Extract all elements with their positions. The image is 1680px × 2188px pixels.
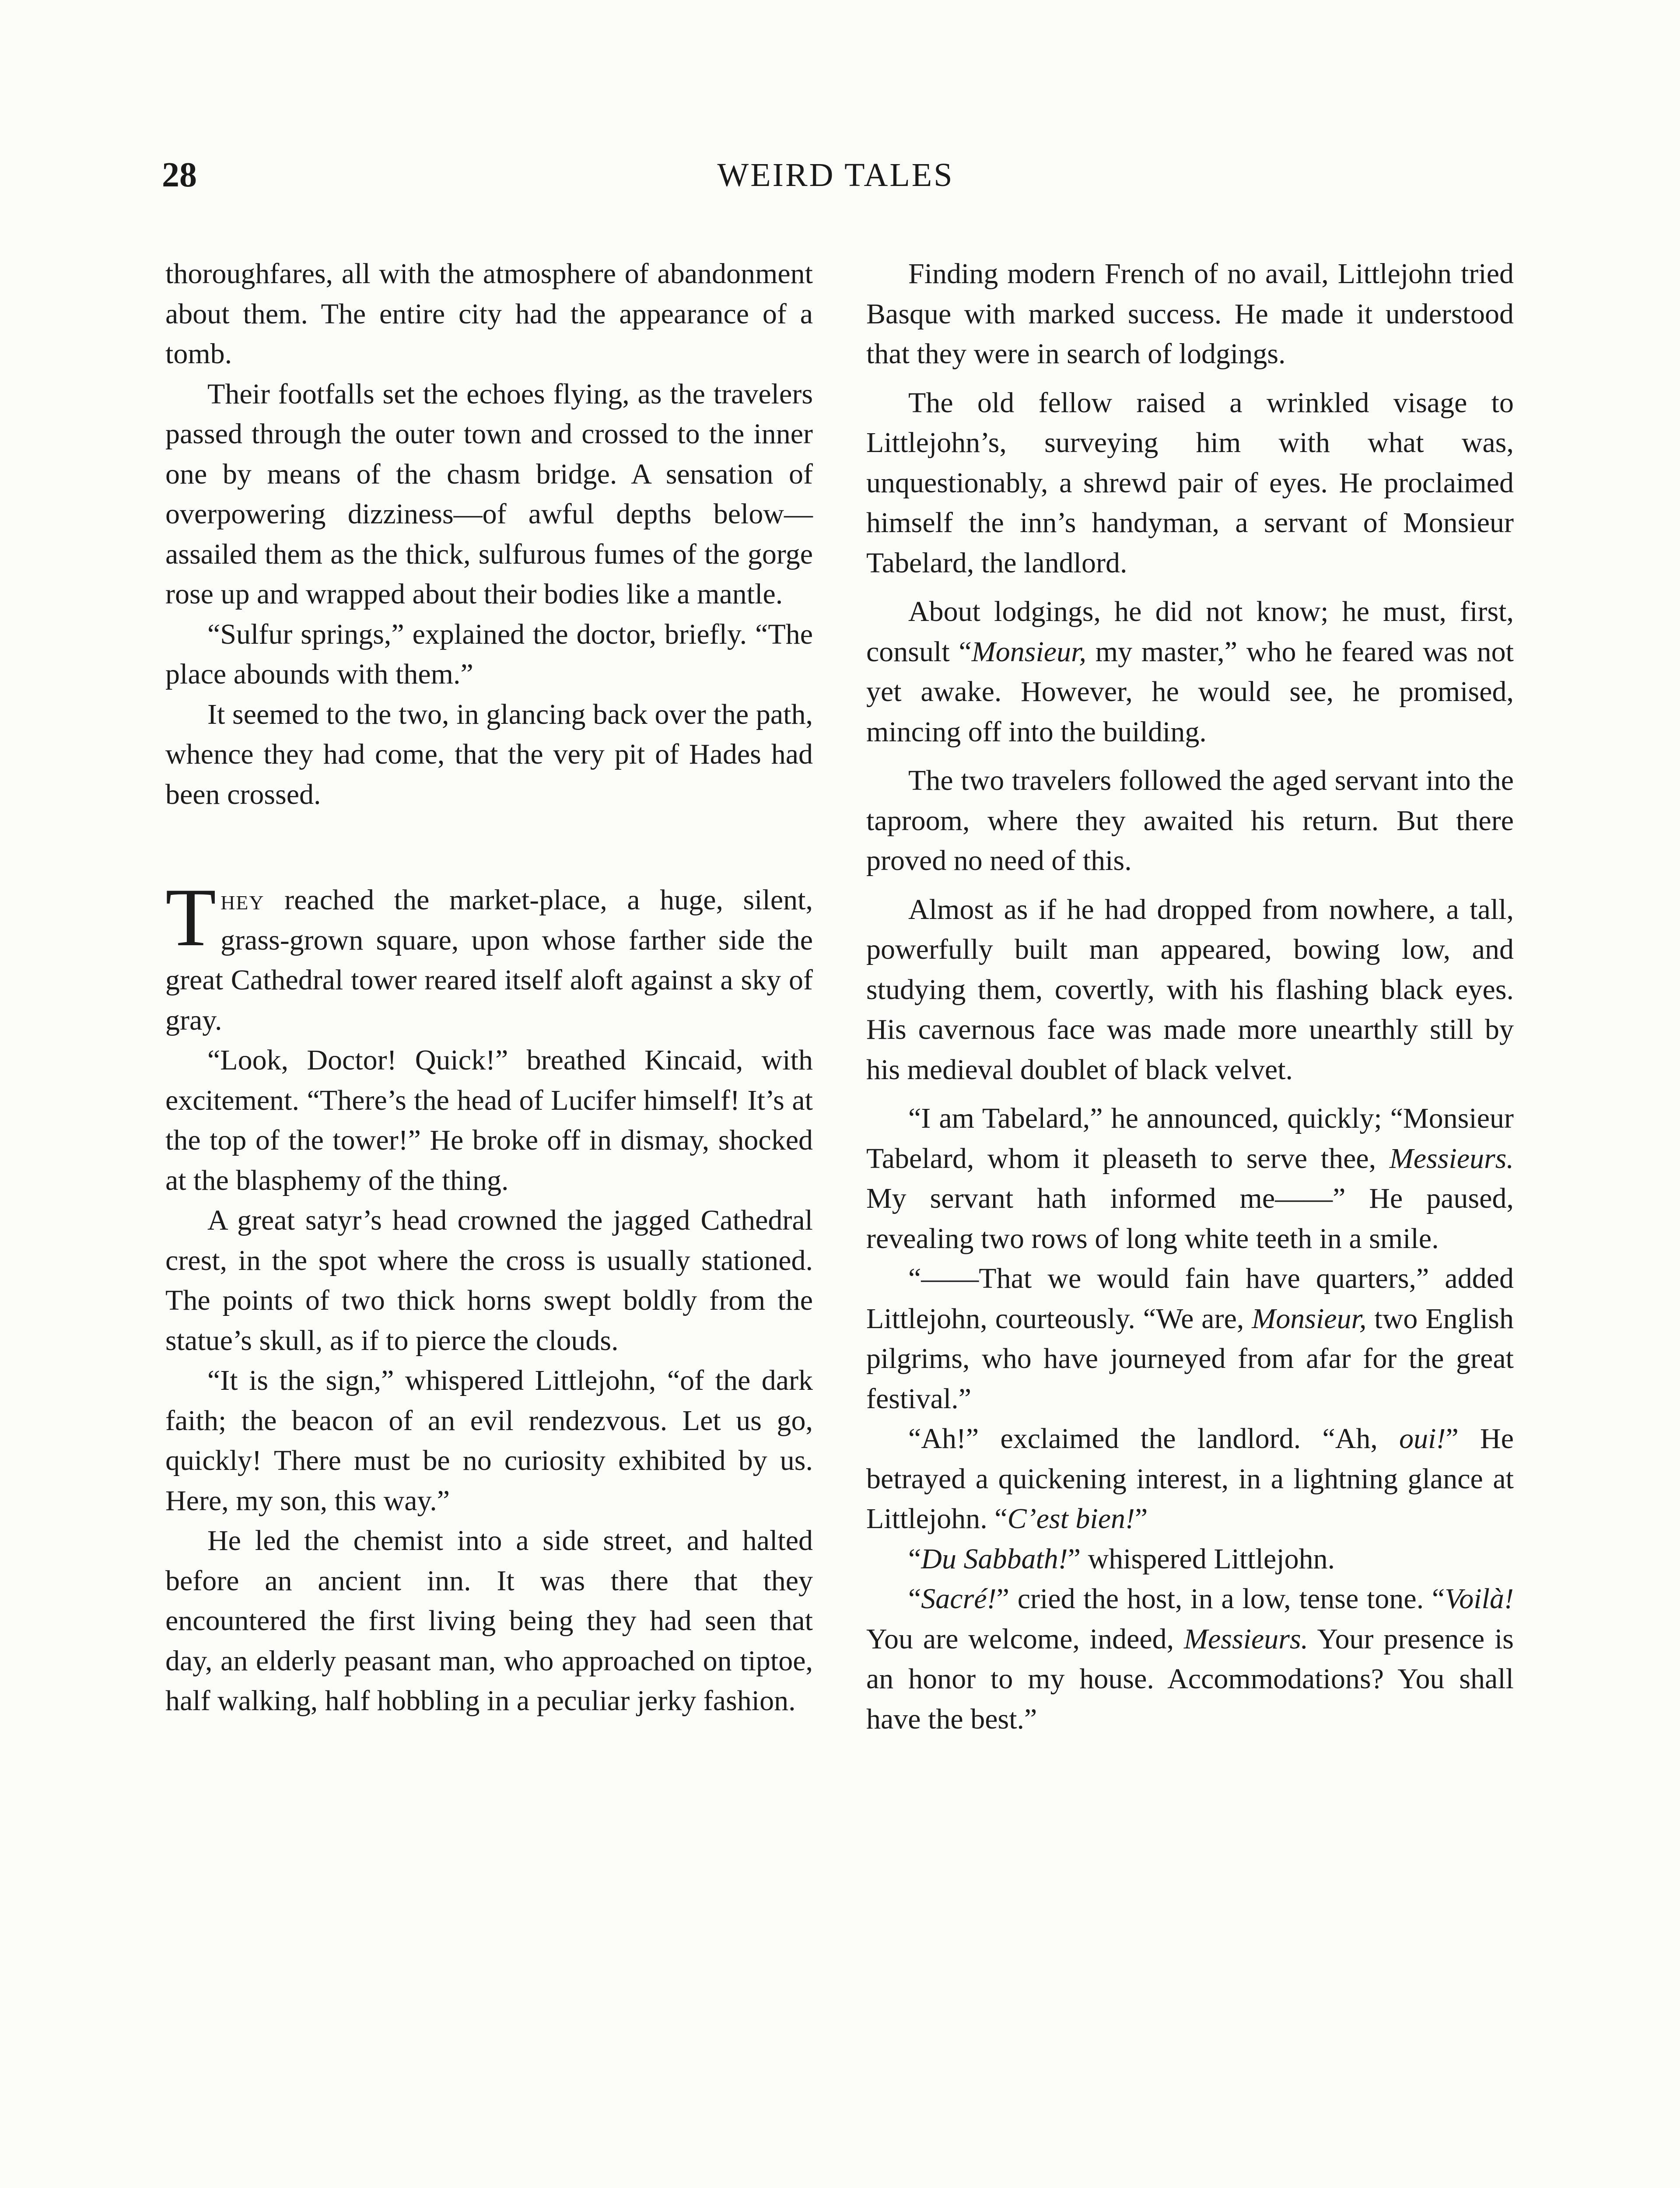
paragraph: “I am Tabelard,” he announced, quickly; “Monsieur Tabelard, whom it pleaseth to serve thee, Messieurs. My servant hath informed me——” He paused, revealing two rows of long white teeth in a smile.: [866, 1102, 1514, 1255]
paragraph: “Du Sabbath!” whispered Littlejohn.: [908, 1543, 1335, 1575]
right-column: [866, 254, 1514, 1739]
section-opening-paragraph: [165, 872, 813, 1040]
paragraph: thoroughfares, all with the atmosphere of abandonment about them. The entire city had the appearance of a tomb.: [165, 258, 813, 370]
paragraph: “——That we would fain have quarters,” added Littlejohn, courteously. “We are, Monsieur, two English pilgrims, who have journeyed from afar for the great festival.”: [866, 1262, 1514, 1415]
paragraph: “Sacré!” cried the host, in a low, tense tone. “Voilà! You are welcome, indeed, Messieurs. Your presence is an honor to my house. Accommodations? You shall have the best.”: [866, 1583, 1514, 1735]
italic-text: Monsieur,: [1252, 1302, 1367, 1335]
italic-text: Messieurs.: [1389, 1142, 1514, 1175]
italic-text: C’est bien!: [1007, 1503, 1135, 1535]
paragraph-text: reached the market-place, a huge, silent, grass-grown square, upon whose farther side the great Cathedral tower reared itself aloft against a sky of gray.: [165, 884, 813, 1036]
left-column: [165, 254, 813, 1721]
paragraph: A great satyr’s head crowned the jagged Cathedral crest, in the spot where the cross is usually stationed. The points of two thick horns swept boldly from the statue’s skull, as if to pierce the clouds.: [165, 1204, 813, 1357]
italic-text: Du Sabbath!: [921, 1543, 1068, 1575]
italic-text: Messieurs.: [1183, 1623, 1309, 1655]
paragraph: Their footfalls set the echoes flying, as the travelers passed through the outer town and crossed to the inner one by means of the chasm bridge. A sensation of overpowering dizziness—of awful depths below—assailed them as the thick, sulfurous fumes of the gorge rose up and wrapped about their bodies like a mantle.: [165, 378, 813, 610]
page-header: [162, 153, 1509, 201]
paragraph: “It is the sign,” whispered Littlejohn, “of the dark faith; the beacon of an evil rendezvous. Let us go, quickly! There must be no curiosity exhibited by us. Here, my son, this way.”: [165, 1364, 813, 1517]
small-caps-lead: hey: [220, 884, 265, 916]
paragraph: He led the chemist into a side street, and halted before an ancient inn. It was there that they encountered the first living being they had seen that day, an elderly peasant man, who approached on tiptoe, half walking, half hobbling in a peculiar jerky fashion.: [165, 1525, 813, 1717]
paragraph: The old fellow raised a wrinkled visage to Littlejohn’s, surveying him with what was, unquestionably, a shrewd pair of eyes. He proclaimed himself the inn’s handyman, a servant of Monsieur Tabelard, the landlord.: [866, 386, 1514, 579]
paragraph: Almost as if he had dropped from nowhere, a tall, powerfully built man appeared, bowing low, and studying them, covertly, with his flashing black eyes. His cavernous face was made more unearthly still by his medieval doublet of black velvet.: [866, 893, 1514, 1086]
italic-text: Monsieur,: [971, 635, 1086, 668]
paragraph: About lodgings, he did not know; he must, first, consult “Monsieur, my master,” who he feared was not yet awake. However, he would see, he promised, mincing off into the building.: [866, 596, 1514, 748]
paragraph: It seemed to the two, in glancing back over the path, whence they had come, that the very pit of Hades had been crossed.: [165, 698, 813, 810]
italic-text: oui!: [1399, 1423, 1446, 1455]
italic-text: Sacré!: [921, 1583, 997, 1615]
paragraph: “Ah!” exclaimed the landlord. “Ah, oui!” He betrayed a quickening interest, in a lightning glance at Littlejohn. “C’est bien!”: [866, 1423, 1514, 1535]
paragraph: The two travelers followed the aged servant into the taproom, where they awaited his return. But there proved no need of this.: [866, 764, 1514, 877]
running-title: WEIRD TALES: [717, 157, 954, 193]
paragraph: Finding modern French of no avail, Littlejohn tried Basque with marked success. He made it understood that they were in search of lodgings.: [866, 258, 1514, 370]
drop-cap: T: [165, 872, 217, 964]
italic-text: Voilà!: [1445, 1583, 1514, 1615]
paragraph: “Look, Doctor! Quick!” breathed Kincaid, with excitement. “There’s the head of Lucifer himself! It’s at the top of the tower!” He broke off in dismay, shocked at the blasphemy of the thing.: [165, 1044, 813, 1196]
paragraph: “Sulfur springs,” explained the doctor, briefly. “The place abounds with them.”: [165, 618, 813, 690]
page-number: 28: [162, 156, 197, 194]
